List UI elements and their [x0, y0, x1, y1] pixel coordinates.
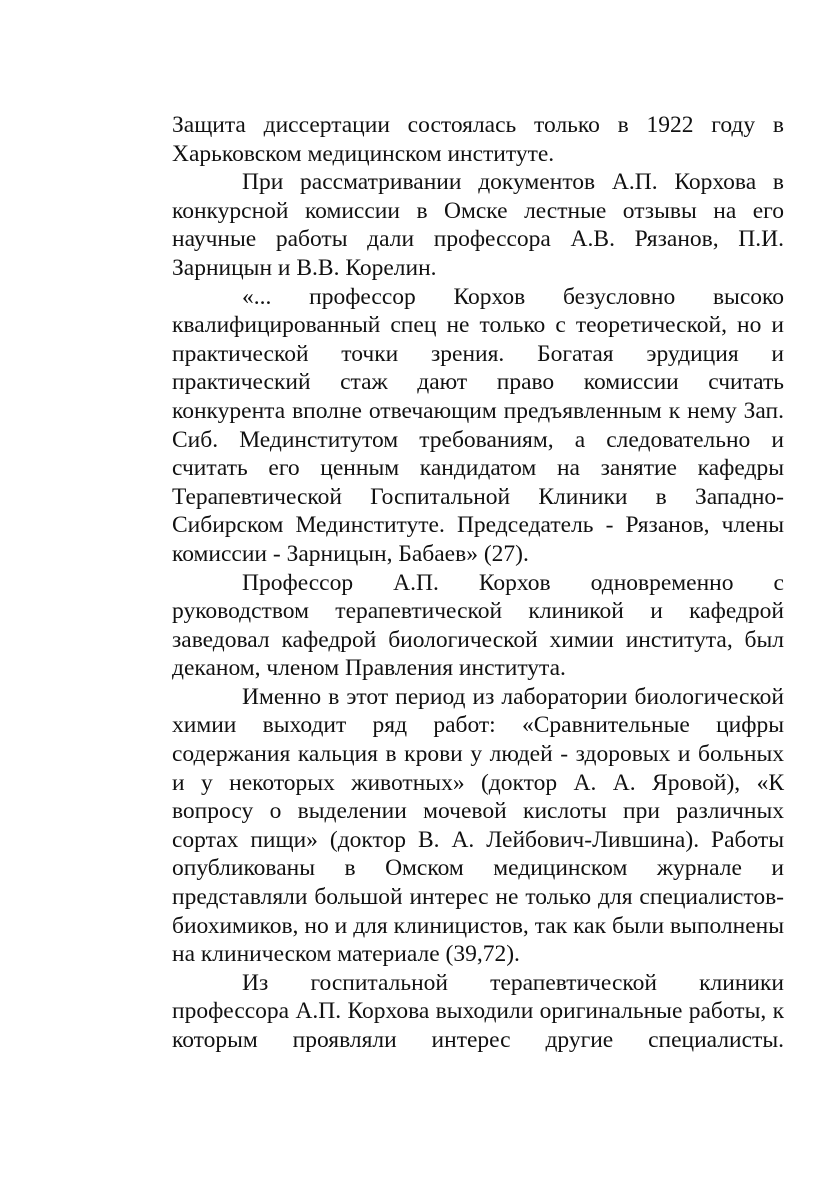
paragraph-3-quote: «... профессор Корхов безусловно высоко квалифицированный спец не только с теоретической, но и практической точки зрения. Богатая эрудиция и практический стаж дают право комиссии считать конкурента вполне отвечающим предъявленным к нему Зап. Сиб. Мединститутом требованиям, а следовательно и считать его ценным кандидатом на занятие кафедры Терапевтической Госпитальной Клиники в Западно-Сибирском Мединституте. Председатель - Рязанов, члены комиссии - Зарницын, Бабаев» (27). — [172, 283, 784, 567]
document-page — [172, 111, 784, 1055]
paragraph-2: При рассматривании документов А.П. Корхова в конкурсной комиссии в Омске лестные отзывы на его научные работы дали профессора А.В. Рязанов, П.И. Зарницын и В.В. Корелин. — [172, 169, 784, 281]
paragraph-1: Защита диссертации состоялась только в 1922 году в Харьковском медицинском институте. — [172, 112, 784, 167]
paragraph-6: Из госпитальной терапевтической клиники профессора А.П. Корхова выходили оригинальные работы, к которым проявляли интерес другие специалисты. — [172, 969, 784, 1053]
paragraph-4: Профессор А.П. Корхов одновременно с руководством терапевтической клиникой и кафедрой заведовал кафедрой биологической химии института, был деканом, членом Правления института. — [172, 569, 784, 682]
paragraph-5: Именно в этот период из лаборатории биологической химии выходит ряд работ: «Сравнительные цифры содержания кальция в крови у людей - здоровых и больных и у некоторых животных» (доктор А. А. Яровой), «К вопросу о выделении мочевой кислоты при различных сортах пищи» (доктор В. А. Лейбович-Лившина). Работы опубликованы в Омском медицинском журнале и представляли большой интерес не только для специалистов-биохимиков, но и для клиницистов, так как были выполнены на клиническом материале (39,72). — [172, 683, 784, 968]
